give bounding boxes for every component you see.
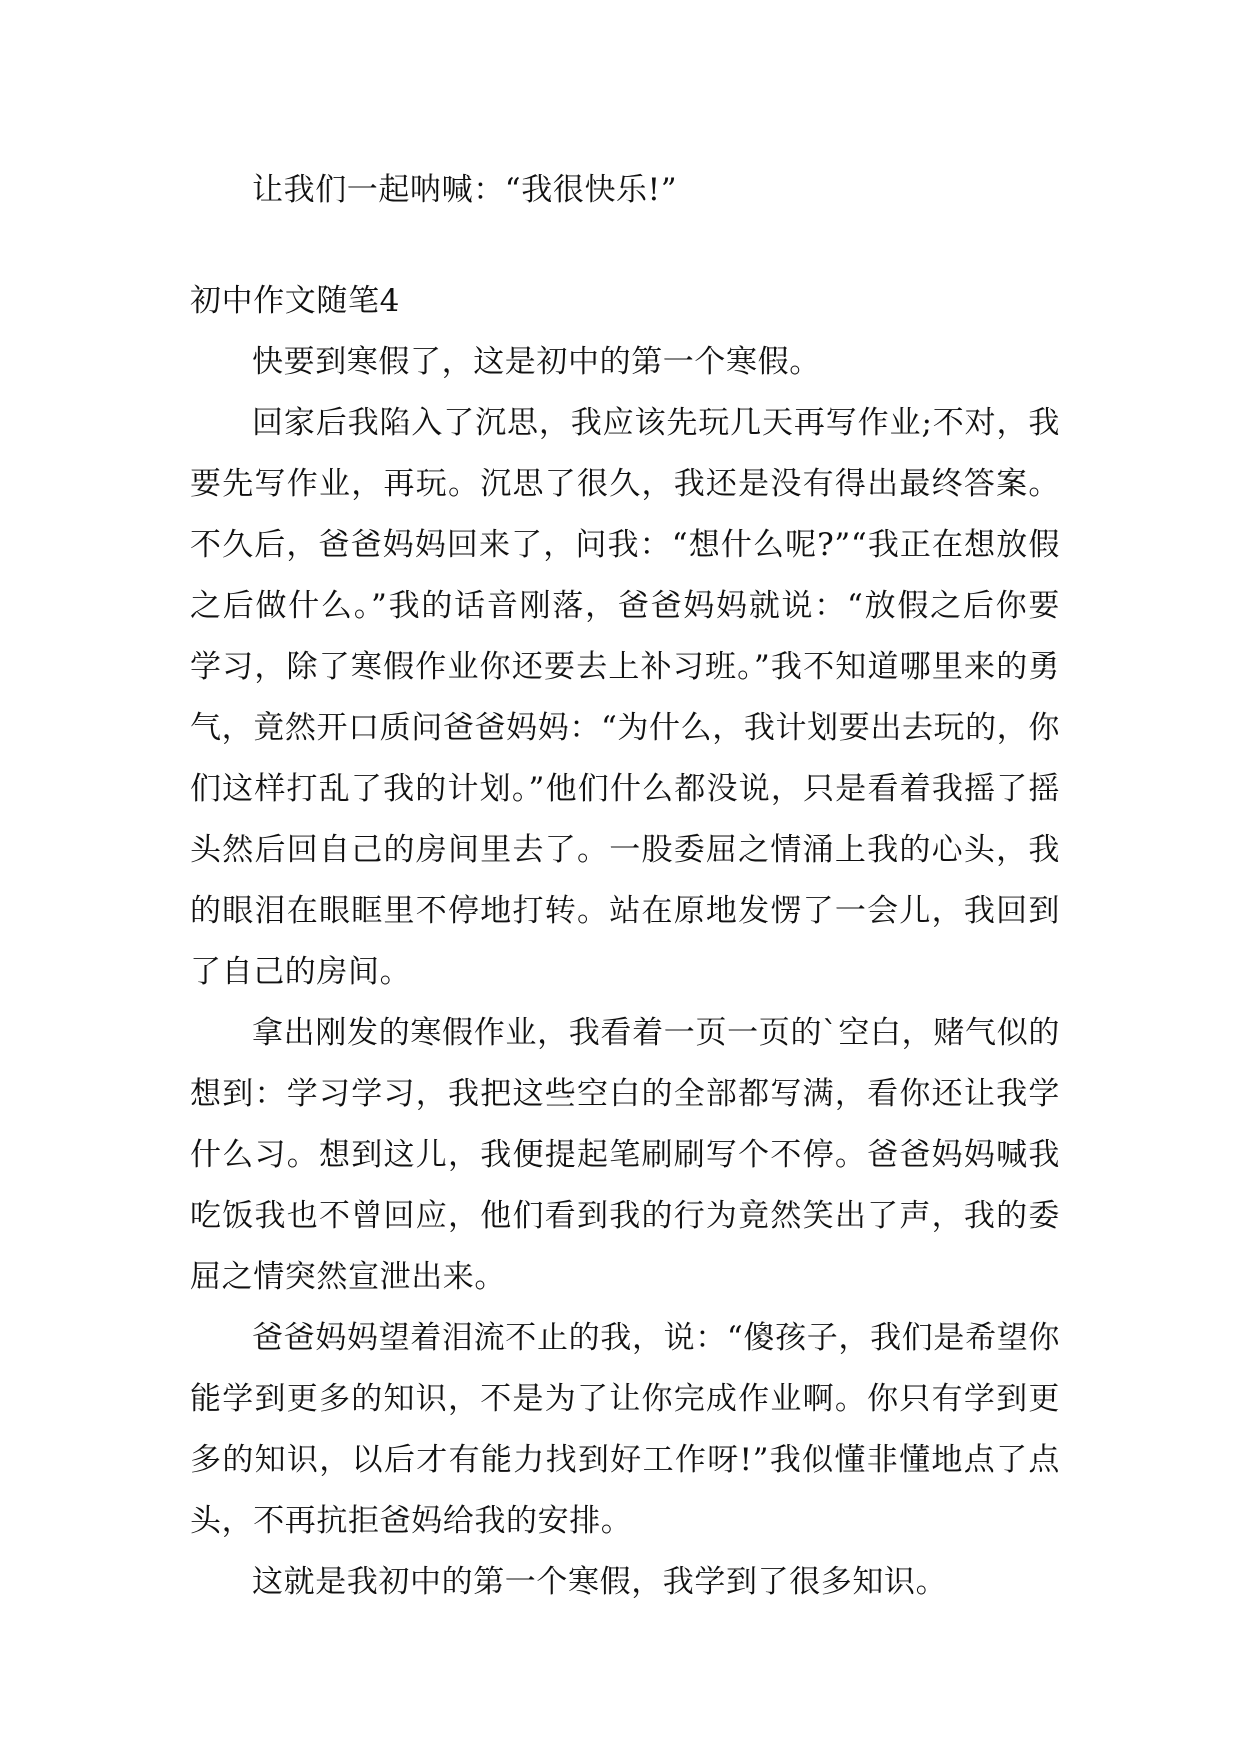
body-paragraph-3: 拿出刚发的寒假作业，我看着一页一页的`空白，赌气似的想到：学习学习，我把这些空白的全部都写满，看你还让我学什么习。想到这儿，我便提起笔刷刷写个不停。爸爸妈妈喊我吃饭我也不曾回应，他们看到我的行为竟然笑出了声，我的委屈之情突然宣泄出来。 (190, 1015, 1060, 1295)
body-paragraph-5: 这就是我初中的第一个寒假，我学到了很多知识。 (252, 1564, 948, 1600)
body-paragraph-2: 回家后我陷入了沉思，我应该先玩几天再写作业;不对，我要先写作业，再玩。沉思了很久，我还是没有得出最终答案。不久后，爸爸妈妈回来了，问我：“想什么呢?”“我正在想放假之后做什么。”我的话音刚落，爸爸妈妈就说：“放假之后你要学习，除了寒假作业你还要去上补习班。”我不知道哪里来的勇气，竟然开口质问爸爸妈妈：“为什么，我计划要出去玩的，你们这样打乱了我的计划。”他们什么都没说，只是看着我摇了摇头然后回自己的房间里去了。一股委屈之情涌上我的心头，我的眼泪在眼眶里不停地打转。站在原地发愣了一会儿，我回到了自己的房间。 (190, 405, 1060, 990)
section-heading: 初中作文随笔4 (190, 283, 400, 319)
body-paragraph-4: 爸爸妈妈望着泪流不止的我，说：“傻孩子，我们是希望你能学到更多的知识，不是为了让你完成作业啊。你只有学到更多的知识，以后才有能力找到好工作呀!”我似懂非懂地点了点头，不再抗拒爸妈给我的安排。 (190, 1320, 1060, 1539)
closing-paragraph: 让我们一起呐喊：“我很快乐!” (252, 172, 678, 208)
body-paragraph-1: 快要到寒假了，这是初中的第一个寒假。 (252, 344, 821, 380)
document-body (190, 160, 1060, 1613)
